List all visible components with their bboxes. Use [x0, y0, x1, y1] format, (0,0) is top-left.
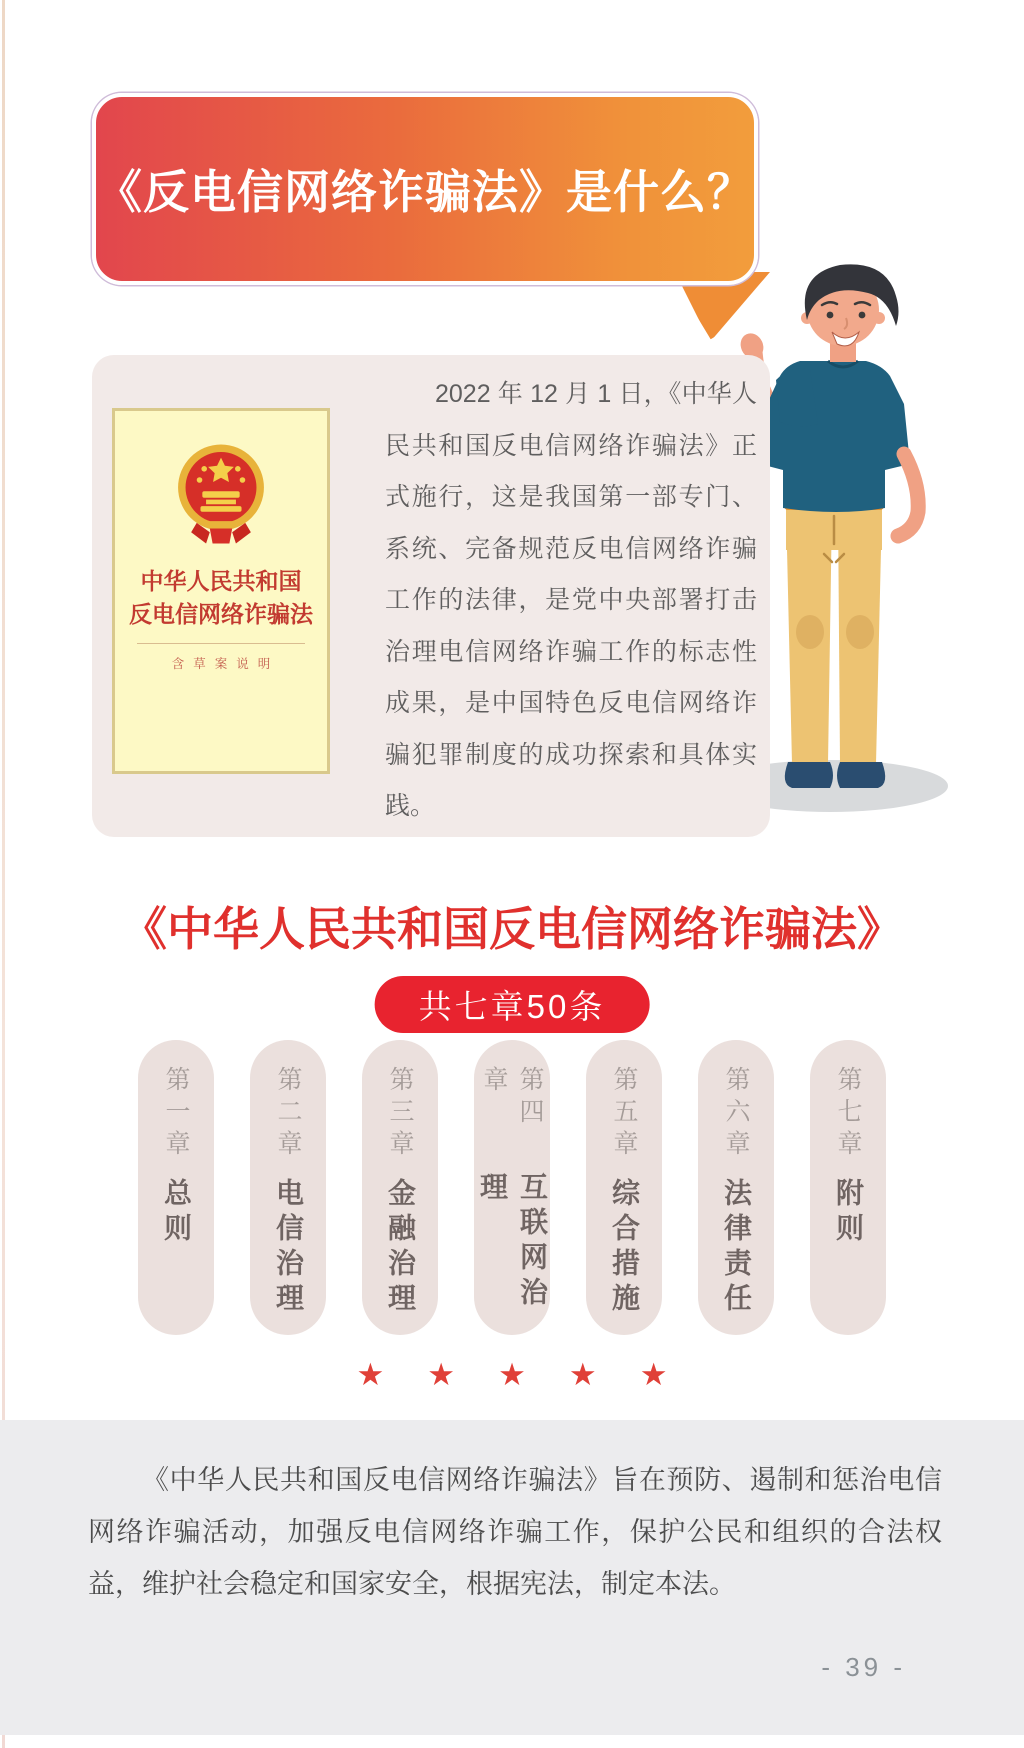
intro-card: [92, 355, 770, 837]
chapter-label: 第四章: [480, 1066, 544, 1130]
chapter-name: 综合措施: [609, 1178, 640, 1318]
chapter-pillar-2: [250, 1040, 326, 1335]
footer-band: [0, 1420, 1024, 1735]
chapter-label: 第五章: [610, 1066, 638, 1162]
chapter-name: 附则: [833, 1178, 864, 1248]
chapter-count-text: 共七章50条: [418, 988, 606, 1025]
law-book-cover: [112, 408, 330, 774]
chapter-label: 第七章: [834, 1066, 862, 1162]
chapter-label: 第一章: [162, 1066, 190, 1162]
book-title: [129, 565, 313, 631]
page-title: 《反电信网络诈骗法》是什么？: [96, 167, 754, 218]
chapter-label: 第二章: [274, 1066, 302, 1162]
chapter-name: 互联网治理: [477, 1171, 548, 1312]
chapter-label: 第三章: [386, 1066, 414, 1162]
star-icon: ★: [568, 1357, 597, 1392]
star-icon: ★: [356, 1357, 385, 1392]
star-icon: ★: [639, 1357, 668, 1392]
chapter-count-badge: [375, 976, 650, 1033]
chapter-name: 金融治理: [385, 1178, 416, 1318]
title-banner: [92, 93, 758, 285]
chapter-pillar-1: [138, 1040, 214, 1335]
national-emblem-icon: [165, 433, 277, 555]
book-divider: [137, 643, 305, 644]
book-title-line1: 中华人民共和国: [140, 569, 302, 594]
chapter-pillar-6: [698, 1040, 774, 1335]
star-icon: ★: [498, 1357, 526, 1392]
intro-paragraph: 2022 年 12 月 1 日，《中华人民共和国反电信网络诈骗法》正式施行，这是我国第一部专门、系统、完备规范反电信网络诈骗工作的法律，是党中央部署打击治理电信网络诈骗工作的标志性成果，是中国特色反电信网络诈骗犯罪制度的成功探索和具体实践。: [385, 380, 757, 820]
book-subtitle: 含草案说明: [171, 657, 280, 671]
chapter-name: 法律责任: [721, 1178, 752, 1318]
chapter-pillar-3: [362, 1040, 438, 1335]
book-title-line2: 反电信网络诈骗法: [129, 602, 313, 627]
chapter-label: 第六章: [722, 1066, 750, 1162]
law-heading: 《中华人民共和国反电信网络诈骗法》: [121, 904, 903, 955]
chapter-name: 电信治理: [273, 1178, 304, 1318]
star-icon: ★: [427, 1357, 456, 1392]
chapter-pillar-4: [474, 1040, 550, 1335]
chapter-pillars: [0, 1040, 1024, 1335]
page-number: - 39 -: [821, 1652, 906, 1682]
star-row: [0, 1358, 1024, 1392]
chapter-name: 总则: [161, 1178, 192, 1248]
chapter-pillar-5: [586, 1040, 662, 1335]
chapter-pillar-7: [810, 1040, 886, 1335]
footer-paragraph: 《中华人民共和国反电信网络诈骗法》旨在预防、遏制和惩治电信网络诈骗活动，加强反电信网络诈骗工作，保护公民和组织的合法权益，维护社会稳定和国家安全，根据宪法，制定本法。: [88, 1465, 942, 1599]
